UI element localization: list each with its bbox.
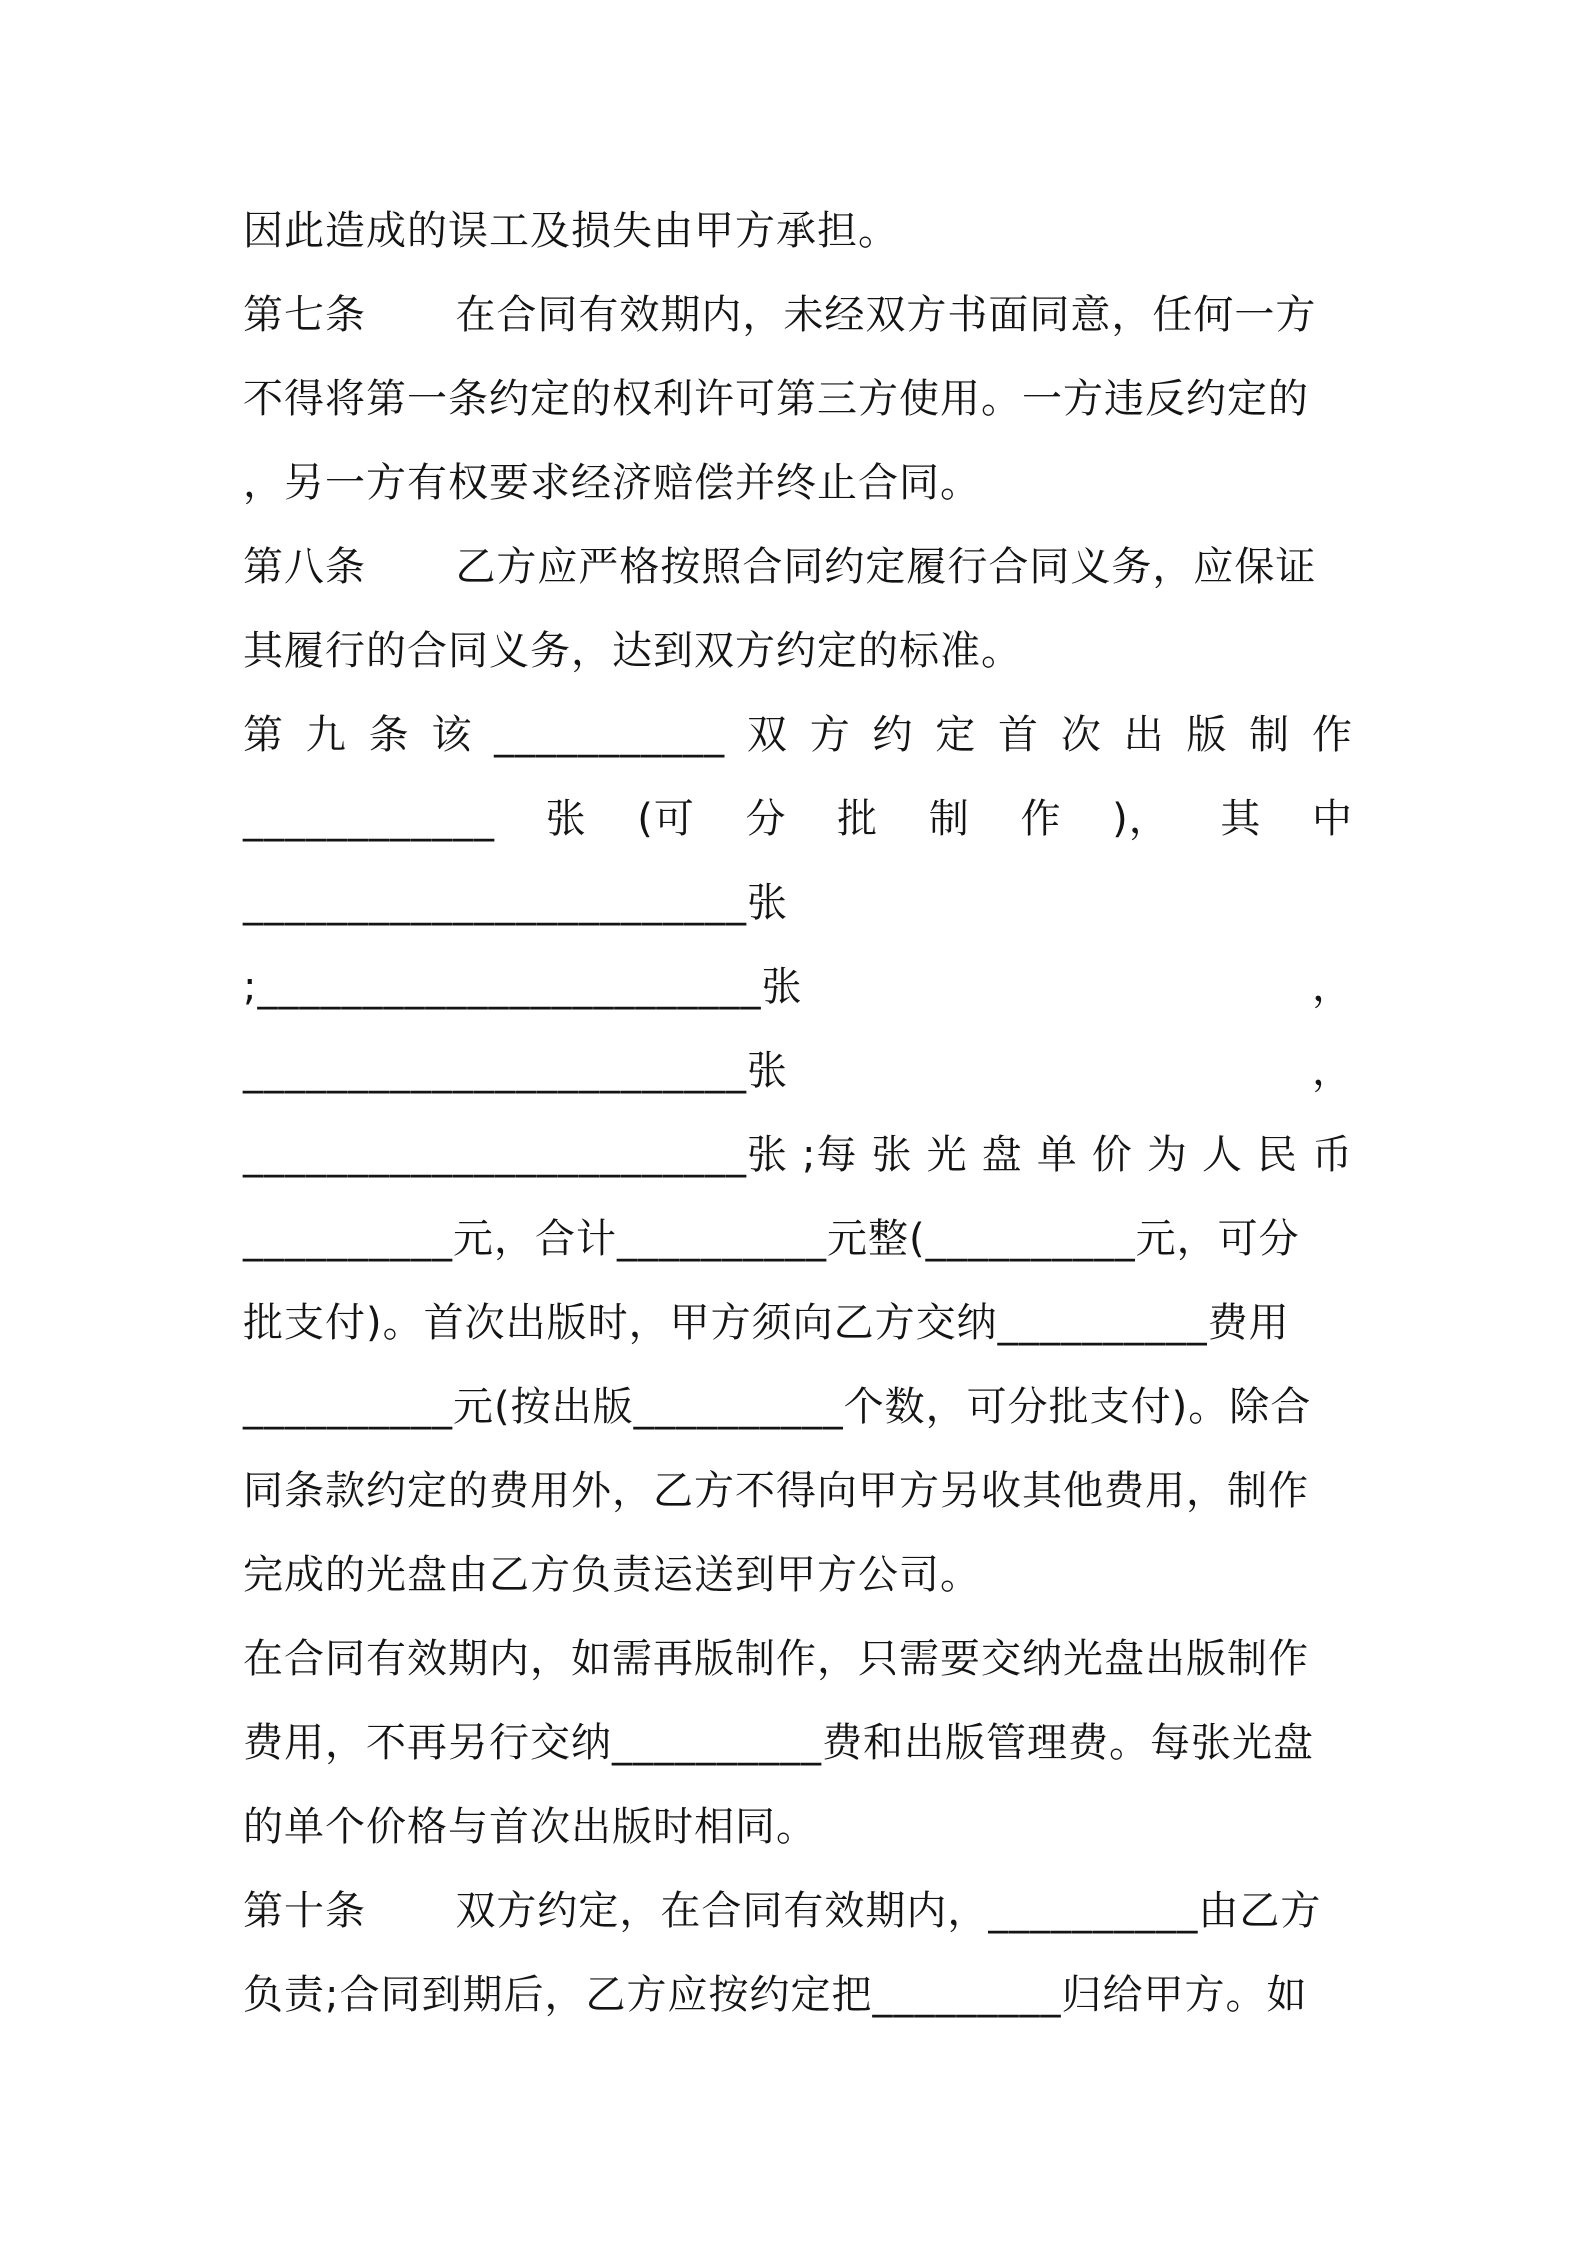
blank-field: ____________ [243,796,495,842]
text-line: 的单个价格与首次出版时相同。 [243,1804,817,1850]
word: 单 [1036,1132,1078,1178]
word: 第 [243,712,284,758]
word: 约 [872,712,914,758]
word: 制 [928,796,970,842]
article-8-heading [243,541,1353,593]
text-line: 费用，不再另行交纳__________费和出版管理费。每张光盘 [243,1720,1314,1766]
blank-field: ___________ [494,712,726,758]
word: 中 [1311,796,1353,842]
word: 九 [305,712,347,758]
text-line: 其履行的合同义务，达到双方约定的标准。 [243,628,1022,674]
word: 双 [746,712,788,758]
text-line: 不得将第一条约定的权利许可第三方使用。一方违反约定的 [243,376,1309,422]
word: 民 [1256,1132,1298,1178]
word: 定 [935,712,977,758]
word: 版 [1186,712,1228,758]
word: 人 [1201,1132,1243,1178]
text-line: 负责;合同到期后，乙方应按约定把_________归给甲方。如 [243,1972,1308,2018]
text-line: 在合同有效期内，如需再版制作，只需要交纳光盘出版制作 [243,1636,1309,1682]
word: (可 [637,796,695,842]
blank-field: ;________________________张 [243,964,803,1010]
article-7-heading [243,289,1353,341]
word: 张 [871,1132,913,1178]
article-number: 第八条 [243,544,366,590]
text-line: 在合同有效期内，未经双方书面同意，任何一方 [455,292,1317,338]
article-9-heading [243,709,1353,761]
word: 该 [431,712,473,758]
word: ;每 [802,1132,858,1178]
text-line: 因此造成的误工及损失由甲方承担。 [243,208,899,254]
text-line: __________元(按出版__________个数，可分批支付)。除合 [243,1384,1312,1430]
text-line [243,961,1353,1013]
word: 张 [545,796,587,842]
text-line [243,1129,1353,1181]
text-line [243,793,1353,845]
word: 批 [837,796,879,842]
text-line: ，另一方有权要求经济赔偿并终止合同。 [243,460,981,506]
text-line: 乙方应严格按照合同约定履行合同义务，应保证 [455,544,1317,590]
word: 币 [1311,1132,1353,1178]
text-line: 批支付)。首次出版时，甲方须向乙方交纳__________费用 [243,1300,1290,1346]
word: 光 [926,1132,968,1178]
article-number: 第七条 [243,292,366,338]
text-line [243,1045,1353,1097]
word: 分 [745,796,787,842]
article-number: 第十条 [243,1888,366,1934]
word: 盘 [981,1132,1023,1178]
text-line: 完成的光盘由乙方负责运送到甲方公司。 [243,1552,981,1598]
word: 作 [1311,712,1353,758]
word: 方 [809,712,851,758]
word: 制 [1249,712,1291,758]
word: )， [1112,796,1170,842]
blank-field: ________________________张 [243,1048,788,1094]
article-10-heading [243,1885,1353,1937]
text-line: 同条款约定的费用外，乙方不得向甲方另收其他费用，制作 [243,1468,1309,1514]
comma: ， [1312,1048,1353,1094]
text-line: 双方约定，在合同有效期内，__________由乙方 [455,1888,1322,1934]
blank-field: ________________________张 [243,1132,788,1178]
word: 为 [1146,1132,1188,1178]
text-line: __________元，合计__________元整(__________元，可分 [243,1216,1300,1262]
word: 其 [1220,796,1262,842]
text-line: ________________________张 [243,880,788,926]
word: 价 [1091,1132,1133,1178]
word: 次 [1060,712,1102,758]
word: 作 [1020,796,1062,842]
comma: ， [1312,964,1353,1010]
word: 首 [998,712,1040,758]
word: 出 [1123,712,1165,758]
word: 条 [368,712,410,758]
